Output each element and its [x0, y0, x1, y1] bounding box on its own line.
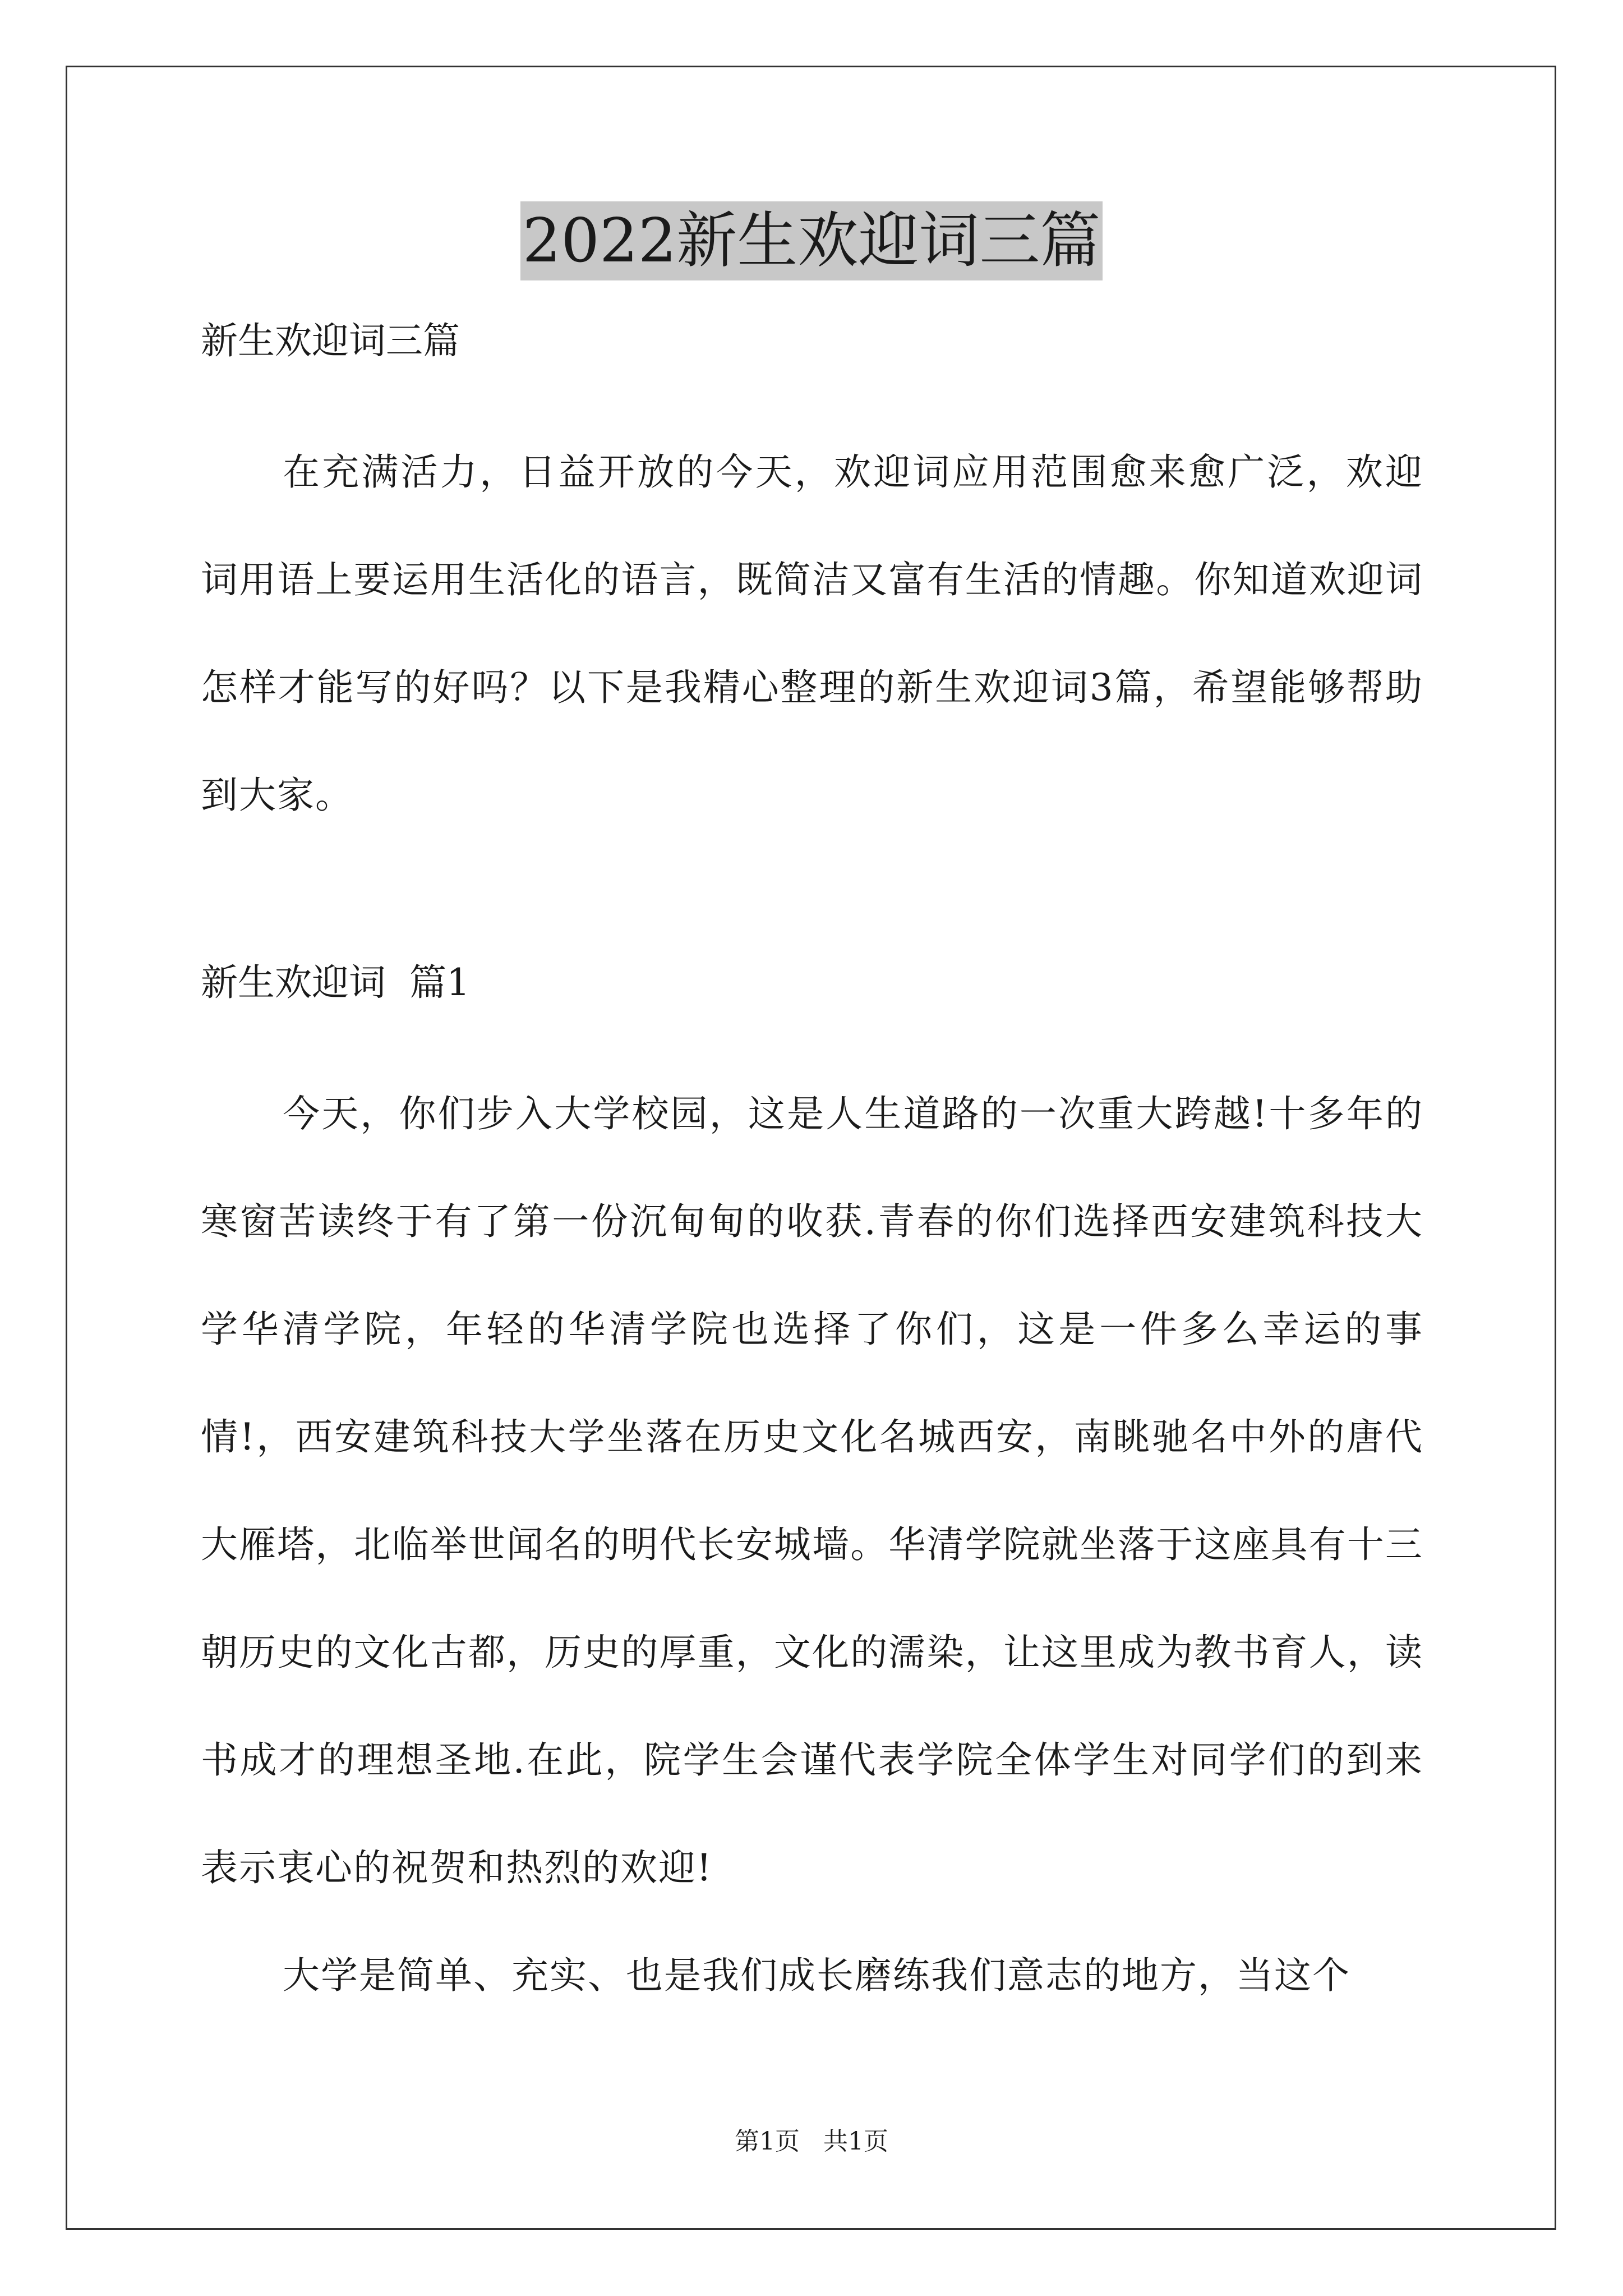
- intro-paragraph: 在充满活力，日益开放的今天，欢迎词应用范围愈来愈广泛，欢迎词用语上要运用生活化的语言，既简洁又富有生活的情趣。你知道欢迎词怎样才能写的好吗？以下是我精心整理的新生欢迎词3篇，希望能够帮助到大家。: [201, 450, 1423, 817]
- document-subtitle: 新生欢迎词三篇: [201, 319, 460, 362]
- section-paragraph: 今天，你们步入大学校园，这是人生道路的一次重大跨越!十多年的寒窗苦读终于有了第一份沉甸甸的收获.青春的你们选择西安建筑科技大学华清学院，年轻的华清学院也选择了你们，这是一件多么幸运的事情!，西安建筑科技大学坐落在历史文化名城西安，南眺驰名中外的唐代大雁塔，北临举世闻名的明代长安城墙。华清学院就坐落于这座具有十三朝历史的文化古都，历史的厚重，文化的濡染，让这里成为教书育人，读书成才的理想圣地.在此，院学生会谨代表学院全体学生对同学们的到来表示衷心的祝贺和热烈的欢迎!: [201, 1092, 1423, 1889]
- page-footer: 第1页 共1页: [735, 2127, 888, 2156]
- document-title: [0, 202, 1623, 280]
- document-body: [201, 314, 1423, 2030]
- section-paragraph: 大学是简单、充实、也是我们成长磨练我们意志的地方，当这个: [283, 1954, 1350, 1997]
- section-heading: 新生欢迎词 篇1: [201, 961, 470, 1004]
- document-title-text: 2022新生欢迎词三篇: [520, 201, 1103, 280]
